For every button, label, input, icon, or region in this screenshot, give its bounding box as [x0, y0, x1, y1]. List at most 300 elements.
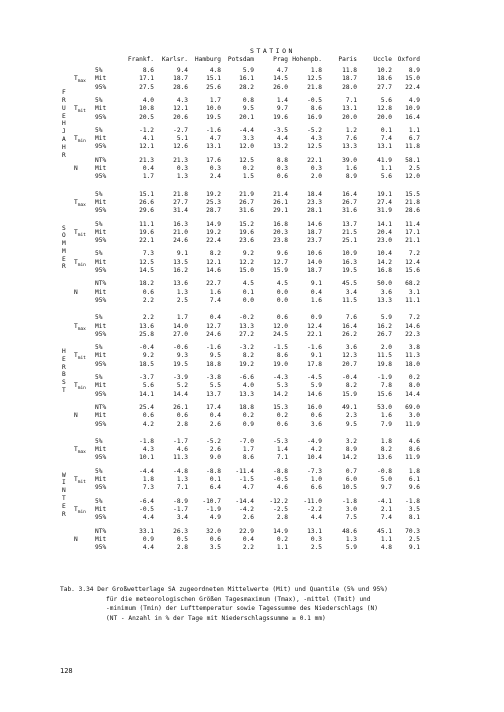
- variable-label: $T_{min}$: [74, 382, 86, 392]
- table-cell: 4.4: [142, 514, 154, 522]
- table-cell: 28.7: [206, 207, 221, 215]
- table-cell: 28.6: [173, 83, 188, 91]
- table-cell: -8.9: [173, 497, 188, 505]
- table-cell: -2.5: [273, 505, 288, 513]
- table-cell: 21.5: [342, 228, 357, 236]
- table-cell: 11.3: [405, 352, 420, 360]
- row-label: 95%: [95, 143, 107, 151]
- table-cell: 19.5: [206, 113, 221, 121]
- table-cell: 6.4: [209, 484, 221, 492]
- table-cell: 17.1: [405, 228, 420, 236]
- row-label: Mit: [95, 198, 107, 206]
- table-cell: 25.6: [206, 83, 221, 91]
- table-cell: -1.5: [273, 344, 288, 352]
- table-row: [0, 421, 504, 430]
- caption-line-3: -minimum (Tmin) der Lufttemperatur sowie Tagessumme des Niederschlags (N): [106, 605, 378, 612]
- table-cell: 0.4: [142, 165, 154, 172]
- table-cell: 9.1: [176, 250, 188, 258]
- row-label: Mit: [95, 135, 107, 143]
- table-cell: -1.8: [342, 497, 357, 505]
- table-cell: 4.7: [242, 484, 254, 492]
- table-cell: 8.6: [276, 352, 288, 360]
- table-cell: -1.9: [377, 374, 392, 381]
- table-cell: 14.6: [405, 322, 420, 330]
- table-cell: 4.5: [276, 280, 288, 288]
- table-cell: 12.0: [239, 143, 254, 151]
- table-cell: 4.0: [142, 96, 154, 104]
- table-cell: -0.2: [239, 314, 254, 322]
- table-cell: 1.6: [310, 296, 322, 304]
- table-cell: 53.0: [377, 403, 392, 411]
- row-label: Mit: [95, 322, 107, 330]
- table-cell: 20.5: [139, 113, 154, 121]
- table-cell: 21.1: [405, 237, 420, 245]
- row-label: 5%: [95, 96, 103, 104]
- table-cell: 26.7: [377, 330, 392, 338]
- table-cell: 24.6: [206, 330, 221, 338]
- table-cell: 0.8: [242, 96, 254, 104]
- table-cell: 2.8: [176, 420, 188, 428]
- row-label: 5%: [95, 344, 103, 352]
- table-cell: 23.8: [273, 237, 288, 245]
- table-cell: 7.2: [408, 250, 420, 258]
- table-cell: 16.1: [239, 75, 254, 83]
- table-cell: 13.1: [307, 527, 322, 535]
- column-header: Prag: [273, 56, 288, 63]
- table-cell: 8.2: [209, 250, 221, 258]
- table-cell: 12.2: [239, 258, 254, 266]
- table-cell: -7.0: [239, 437, 254, 445]
- table-cell: 5.3: [276, 382, 288, 390]
- row-label: Mit: [95, 165, 107, 172]
- table-cell: 50.0: [377, 280, 392, 288]
- table-cell: -14.4: [235, 497, 254, 505]
- table-cell: 16.4: [405, 113, 420, 121]
- table-cell: 14.2: [377, 258, 392, 266]
- table-cell: 9.4: [176, 67, 188, 74]
- table-cell: 8.2: [345, 382, 357, 390]
- table-cell: 1.4: [276, 446, 288, 454]
- row-label: 5%: [95, 250, 103, 258]
- variable-label: $T_{mit}$: [74, 476, 86, 486]
- table-cell: 0.1: [380, 126, 392, 134]
- table-cell: 19.5: [342, 267, 357, 274]
- table-cell: 7.2: [408, 314, 420, 322]
- table-cell: 15.9: [273, 267, 288, 274]
- table-cell: 19.6: [139, 228, 154, 236]
- table-cell: -0.5: [307, 96, 322, 104]
- column-header: Paris: [338, 56, 357, 63]
- table-cell: 68.2: [405, 280, 420, 288]
- table-cell: 21.3: [139, 156, 154, 164]
- table-cell: 9.5: [209, 352, 221, 360]
- station-title: STATION: [250, 47, 295, 55]
- table-cell: 13.5: [173, 258, 188, 266]
- table-cell: 12.0: [405, 173, 420, 181]
- column-header: Hamburg: [194, 56, 221, 63]
- table-cell: 1.0: [310, 476, 322, 483]
- table-cell: 10.1: [139, 454, 154, 462]
- table-cell: 2.6: [242, 514, 254, 522]
- table-cell: 15.6: [405, 267, 420, 274]
- table-cell: 1.3: [176, 173, 188, 181]
- table-cell: 0.2: [276, 535, 288, 543]
- table-cell: 6.7: [408, 135, 420, 143]
- table-cell: -0.4: [342, 374, 357, 381]
- table-row: [0, 544, 504, 553]
- table-cell: 22.7: [206, 280, 221, 288]
- table-cell: -4.8: [173, 467, 188, 475]
- table-cell: 16.9: [307, 113, 322, 121]
- table-cell: 2.5: [176, 296, 188, 304]
- table-cell: -4.4: [139, 467, 154, 475]
- table-cell: 69.0: [405, 403, 420, 411]
- table-cell: 18.0: [405, 360, 420, 368]
- table-row: [0, 391, 504, 400]
- table-row: [0, 484, 504, 493]
- table-cell: 18.7: [173, 75, 188, 83]
- table-cell: 27.4: [377, 198, 392, 206]
- table-cell: 19.8: [377, 360, 392, 368]
- table-cell: 4.8: [209, 67, 221, 74]
- table-cell: 8.0: [408, 382, 420, 390]
- table-cell: 4.8: [380, 544, 392, 552]
- row-label: 5%: [95, 190, 103, 198]
- season-label: F R U E H J A H R: [62, 89, 66, 159]
- table-cell: 1.7: [142, 173, 154, 181]
- table-cell: 27.7: [377, 83, 392, 91]
- table-cell: 8.8: [276, 156, 288, 164]
- table-cell: 6.1: [408, 476, 420, 483]
- row-label: 95%: [95, 237, 107, 245]
- table-cell: -3.7: [139, 374, 154, 381]
- table-cell: 10.6: [307, 250, 322, 258]
- table-cell: 10.9: [342, 250, 357, 258]
- table-cell: 0.6: [176, 412, 188, 420]
- table-cell: 21.4: [273, 190, 288, 198]
- table-cell: 4.7: [209, 135, 221, 143]
- table-cell: 1.1: [380, 535, 392, 543]
- table-cell: 3.2: [345, 437, 357, 445]
- variable-label: N: [74, 165, 78, 172]
- table-cell: 0.3: [176, 165, 188, 172]
- column-header: Uccle: [373, 56, 392, 63]
- table-cell: 7.4: [209, 296, 221, 304]
- table-cell: 21.0: [173, 228, 188, 236]
- table-cell: 14.9: [273, 527, 288, 535]
- table-cell: 22.4: [405, 83, 420, 91]
- table-cell: 3.0: [408, 412, 420, 420]
- table-cell: 0.6: [142, 412, 154, 420]
- table-cell: 14.5: [139, 267, 154, 274]
- table-cell: 0.0: [242, 296, 254, 304]
- table-cell: 26.1: [273, 198, 288, 206]
- table-caption: [60, 585, 480, 623]
- table-cell: 18.6: [377, 75, 392, 83]
- table-cell: 4.0: [242, 382, 254, 390]
- row-label: NT%: [95, 527, 107, 535]
- table-cell: 20.1: [239, 113, 254, 121]
- table-cell: -8.8: [206, 467, 221, 475]
- table-cell: 9.5: [242, 105, 254, 113]
- table-cell: 11.1: [405, 296, 420, 304]
- table-cell: 3.5: [408, 505, 420, 513]
- table-cell: 0.2: [242, 412, 254, 420]
- table-cell: 4.1: [142, 135, 154, 143]
- table-cell: 4.2: [142, 420, 154, 428]
- table-cell: 4.7: [276, 67, 288, 74]
- row-label: 95%: [95, 390, 107, 398]
- table-cell: 9.0: [209, 454, 221, 462]
- table-cell: 41.9: [377, 156, 392, 164]
- row-label: 95%: [95, 484, 107, 492]
- table-cell: 1.7: [176, 314, 188, 322]
- season-label: S O M M E R: [62, 224, 66, 271]
- table-cell: 19.2: [239, 360, 254, 368]
- table-cell: 11.5: [342, 296, 357, 304]
- table-cell: 2.1: [380, 505, 392, 513]
- table-cell: 12.0: [273, 322, 288, 330]
- table-cell: 4.6: [176, 446, 188, 454]
- table-cell: 11.5: [377, 352, 392, 360]
- table-cell: 4.6: [408, 437, 420, 445]
- table-cell: 31.4: [173, 207, 188, 215]
- table-cell: 10.2: [377, 67, 392, 74]
- row-label: 5%: [95, 467, 103, 475]
- table-cell: 15.6: [377, 390, 392, 398]
- variable-label: N: [74, 535, 78, 543]
- row-label: 95%: [95, 173, 107, 181]
- table-cell: 12.1: [206, 258, 221, 266]
- table-cell: 22.1: [307, 156, 322, 164]
- table-cell: -5.2: [307, 126, 322, 134]
- table-cell: -2.2: [307, 505, 322, 513]
- variable-label: $T_{max}$: [74, 75, 86, 85]
- table-cell: 13.3: [239, 322, 254, 330]
- table-cell: 1.1: [380, 165, 392, 172]
- table-cell: 1.6: [380, 412, 392, 420]
- season-label: W I N T E R: [62, 471, 66, 518]
- row-label: 5%: [95, 437, 103, 445]
- table-cell: 13.1: [342, 105, 357, 113]
- table-cell: 4.6: [276, 484, 288, 492]
- table-cell: 4.3: [176, 96, 188, 104]
- table-cell: 18.2: [139, 280, 154, 288]
- table-cell: -8.8: [273, 467, 288, 475]
- table-cell: 4.4: [310, 514, 322, 522]
- table-cell: 22.9: [239, 527, 254, 535]
- table-cell: 7.1: [345, 96, 357, 104]
- table-cell: 19.6: [273, 113, 288, 121]
- table-cell: 8.9: [345, 173, 357, 181]
- table-cell: -1.8: [405, 497, 420, 505]
- variable-label: $T_{mit}$: [74, 352, 86, 362]
- table-cell: 16.4: [342, 190, 357, 198]
- table-cell: 45.5: [342, 280, 357, 288]
- table-cell: -3.2: [239, 344, 254, 352]
- table-cell: 16.4: [342, 322, 357, 330]
- row-label: 95%: [95, 113, 107, 121]
- table-cell: 14.6: [206, 267, 221, 274]
- row-label: Mit: [95, 228, 107, 236]
- table-cell: 0.4: [310, 288, 322, 296]
- table-cell: 5.2: [176, 382, 188, 390]
- row-label: 5%: [95, 374, 103, 381]
- table-cell: 13.7: [206, 390, 221, 398]
- table-cell: 25.4: [139, 403, 154, 411]
- table-cell: 26.6: [139, 198, 154, 206]
- table-cell: 19.2: [206, 190, 221, 198]
- table-cell: 14.6: [307, 220, 322, 228]
- table-cell: 21.8: [173, 190, 188, 198]
- table-cell: 4.4: [276, 135, 288, 143]
- table-cell: 2.6: [209, 420, 221, 428]
- table-cell: -3.9: [173, 374, 188, 381]
- table-cell: -1.2: [139, 126, 154, 134]
- table-cell: 3.5: [209, 544, 221, 552]
- table-cell: 14.4: [405, 390, 420, 398]
- table-cell: 10.0: [206, 105, 221, 113]
- table-cell: 18.7: [342, 75, 357, 83]
- table-cell: 7.9: [380, 420, 392, 428]
- table-cell: 23.3: [307, 198, 322, 206]
- table-cell: 7.3: [142, 250, 154, 258]
- table-cell: 3.8: [408, 344, 420, 352]
- table-cell: 0.5: [176, 535, 188, 543]
- table-cell: 45.1: [377, 527, 392, 535]
- table-cell: 15.9: [342, 390, 357, 398]
- row-label: 5%: [95, 67, 103, 74]
- table-cell: 10.8: [139, 105, 154, 113]
- table-cell: 10.9: [405, 105, 420, 113]
- table-row: [0, 267, 504, 276]
- variable-label: $T_{mit}$: [74, 105, 86, 115]
- table-cell: 5.5: [209, 382, 221, 390]
- table-cell: 24.6: [173, 237, 188, 245]
- table-cell: 12.4: [405, 258, 420, 266]
- table-cell: 4.3: [310, 135, 322, 143]
- row-label: 95%: [95, 360, 107, 368]
- table-cell: 13.6: [173, 280, 188, 288]
- table-cell: 5.1: [176, 135, 188, 143]
- table-cell: 48.6: [342, 527, 357, 535]
- table-cell: 12.8: [377, 105, 392, 113]
- table-cell: 7.1: [276, 454, 288, 462]
- variable-label: $T_{min}$: [74, 135, 86, 145]
- table-cell: 14.2: [342, 454, 357, 462]
- table-cell: 6.0: [345, 476, 357, 483]
- table-cell: 27.0: [173, 330, 188, 338]
- table-cell: 0.6: [276, 173, 288, 181]
- table-row: [0, 143, 504, 152]
- table-cell: 18.4: [307, 190, 322, 198]
- caption-line-2: für die meteorologischen Größen Tagesmaximum (Tmax), -mittel (Tmit) und: [106, 595, 371, 603]
- row-label: 95%: [95, 296, 107, 304]
- table-cell: 15.3: [273, 403, 288, 411]
- table-cell: 1.4: [276, 96, 288, 104]
- table-cell: 13.2: [273, 143, 288, 151]
- table-cell: -4.5: [307, 374, 322, 381]
- table-cell: 2.8: [276, 514, 288, 522]
- table-cell: 0.4: [209, 412, 221, 420]
- table-cell: 9.2: [142, 352, 154, 360]
- table-cell: 11.3: [173, 454, 188, 462]
- table-cell: 8.6: [408, 446, 420, 454]
- table-cell: -1.9: [206, 505, 221, 513]
- table-cell: 3.0: [345, 505, 357, 513]
- table-cell: 2.6: [209, 446, 221, 454]
- table-cell: 29.6: [139, 207, 154, 215]
- table-cell: 12.7: [273, 258, 288, 266]
- column-header: Frankf.: [127, 56, 154, 63]
- table-cell: -5.2: [206, 437, 221, 445]
- table-cell: 1.8: [310, 67, 322, 74]
- table-cell: 29.1: [273, 207, 288, 215]
- table-cell: 8.6: [242, 454, 254, 462]
- table-cell: 14.0: [307, 258, 322, 266]
- table-cell: 16.2: [173, 267, 188, 274]
- table-cell: 0.3: [276, 165, 288, 172]
- table-cell: 5.6: [142, 382, 154, 390]
- table-cell: 10.5: [342, 484, 357, 492]
- table-cell: 21.9: [239, 190, 254, 198]
- table-cell: 9.2: [242, 250, 254, 258]
- table-cell: 18.7: [307, 267, 322, 274]
- table-cell: 7.6: [345, 314, 357, 322]
- row-label: 95%: [95, 83, 107, 91]
- table-cell: 16.3: [342, 258, 357, 266]
- table-cell: -0.8: [377, 467, 392, 475]
- table-cell: -12.2: [269, 497, 288, 505]
- table-cell: -0.4: [139, 344, 154, 352]
- table-cell: 13.3: [239, 390, 254, 398]
- table-row: [0, 297, 504, 306]
- table-cell: 15.1: [206, 75, 221, 83]
- table-cell: 1.1: [276, 544, 288, 552]
- row-label: Mit: [95, 75, 107, 83]
- table-cell: 9.1: [310, 280, 322, 288]
- table-cell: 0.1: [209, 476, 221, 483]
- table-cell: 26.2: [342, 330, 357, 338]
- table-cell: 11.1: [139, 220, 154, 228]
- table-cell: 3.3: [242, 135, 254, 143]
- table-cell: 13.6: [139, 322, 154, 330]
- table-cell: 12.5: [139, 258, 154, 266]
- table-cell: -1.7: [173, 437, 188, 445]
- table-cell: 1.6: [209, 288, 221, 296]
- table-cell: 25.8: [139, 330, 154, 338]
- season-label: H E R B S T: [62, 348, 66, 395]
- table-cell: 18.5: [139, 360, 154, 368]
- table-cell: -0.5: [139, 505, 154, 513]
- table-cell: 20.6: [173, 113, 188, 121]
- table-cell: 0.6: [142, 288, 154, 296]
- table-cell: -2.7: [173, 126, 188, 134]
- table-cell: 15.5: [405, 190, 420, 198]
- table-cell: 11.9: [405, 454, 420, 462]
- table-row: [0, 454, 504, 463]
- table-cell: 14.5: [273, 75, 288, 83]
- table-cell: 26.7: [342, 198, 357, 206]
- table-cell: -1.5: [239, 476, 254, 483]
- column-header: Karlsr.: [161, 56, 188, 63]
- table-cell: 8.6: [310, 105, 322, 113]
- table-cell: 10.4: [377, 250, 392, 258]
- row-label: Mit: [95, 258, 107, 266]
- table-cell: 2.2: [242, 544, 254, 552]
- table-cell: 1.8: [408, 467, 420, 475]
- table-cell: 15.1: [139, 190, 154, 198]
